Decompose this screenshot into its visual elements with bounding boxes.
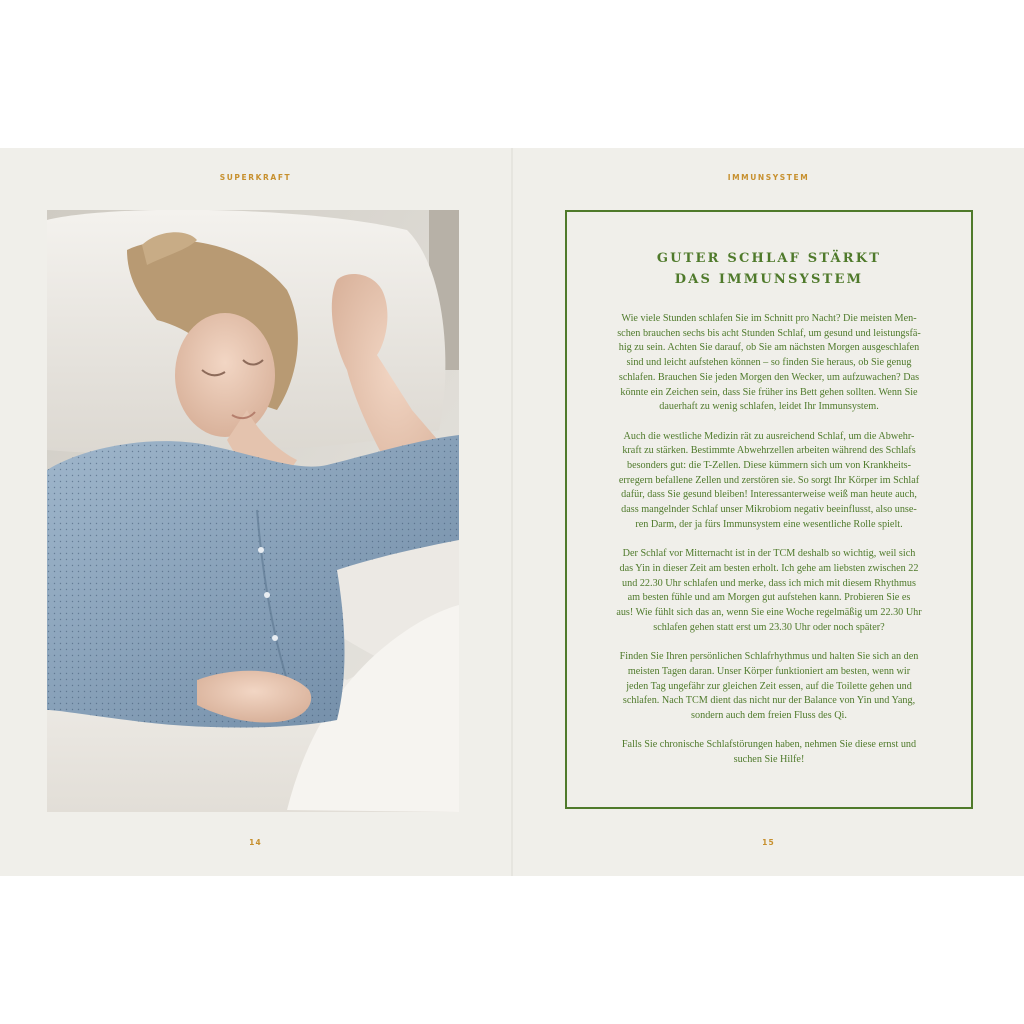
text-line: suchen Sie Hilfe! [733,754,805,766]
running-head-left: SUPERKRAFT [219,173,292,182]
text-line: dauerhaft zu wenig schlafen, leidet Ihr Immunsystem. [659,401,879,413]
sleeping-woman-photo [47,210,459,812]
text-line: aus! Wie fühlt sich das an, wenn Sie eine Woche regelmäßig um 22.30 Uhr [616,607,922,619]
paragraph-5 [595,738,943,767]
book-spread [0,148,1024,876]
text-line: schlafen. Brauchen Sie jeden Morgen den Wecker, um aufzuwachen? Das [618,371,920,383]
page-number-right: 15 [762,838,775,847]
right-page [513,148,1024,876]
text-line: besonders gut: die T-Zellen. Diese kümmern sich um von Krankheits- [626,460,912,472]
text-line: sind und leicht aufstehen können – so finden Sie heraus, ob Sie genug [626,357,912,369]
text-line: erregern befallene Zellen und zerstören sie. So sorgt Ihr Körper im Schlaf [618,474,920,486]
page-number-left: 14 [249,838,262,847]
paragraph-2 [595,430,943,533]
paragraph-3 [595,547,943,635]
text-line: sondern auch dem freien Fluss des Qi. [691,709,847,721]
article-frame [565,210,973,809]
article-body [595,312,943,768]
text-line: könnte ein Zeichen sein, dass Sie früher ins Bett gehen sollten. Wenn Sie [620,386,918,398]
text-line: Finden Sie Ihren persönlichen Schlafrhythmus und halten Sie sich an den [619,651,919,663]
left-page [0,148,511,876]
text-line: hig zu sein. Achten Sie darauf, ob Sie am nächsten Morgen ausgeschlafen [618,342,920,354]
text-line: dafür, dass Sie gesund bleiben! Interessanterweise weiß man heute auch, [621,489,917,501]
text-line: Auch die westliche Medizin rät zu ausreichend Schlaf, um die Abwehr- [623,430,915,442]
title-line: GUTER SCHLAF STÄRKT [656,251,882,266]
text-line: schlafen. Nach TCM dient das nicht nur der Balance von Yin und Yang, [622,695,916,707]
text-line: schen brauchen sechs bis acht Stunden Schlaf, um gesund und leistungsfä- [617,327,921,339]
text-line: Falls Sie chronische Schlafstörungen haben, nehmen Sie diese ernst und [621,739,917,751]
paragraph-4 [595,650,943,724]
text-line: schlafen gehen statt erst um 23.30 Uhr oder noch später? [653,621,885,633]
text-line: das Yin in dieser Zeit am besten erholt. Ich gehe am liebsten zwischen 22 [619,562,919,574]
paragraph-1 [595,312,943,415]
text-line: jeden Tag ungefähr zur gleichen Zeit essen, auf die Toilette gehen und [626,680,912,692]
text-line: Der Schlaf vor Mitternacht ist in der TCM deshalb so wichtig, weil sich [622,548,916,560]
text-line: Wie viele Stunden schlafen Sie im Schnitt pro Nacht? Die meisten Men- [621,313,917,324]
text-line: dass mangelnder Schlaf unser Mikrobiom negativ beeinflusst, also unse- [621,504,917,516]
article-title [567,248,971,290]
text-line: meisten Tagen daran. Unser Körper funktioniert am besten, wenn wir [627,665,911,677]
text-line: ren Darm, der ja fürs Immunsystem eine wesentliche Rolle spielt. [635,518,903,530]
text-line: am besten fühle und am Morgen gut aufstehen kann. Probieren Sie es [627,592,911,604]
title-line: DAS IMMUNSYSTEM [674,272,864,287]
text-line: und 22.30 Uhr schlafen und merke, dass ich mich mit diesem Rhythmus [622,577,916,589]
text-line: kraft zu stärken. Bestimmte Abwehrzellen arbeiten während des Schlafs [622,445,916,457]
running-head-right: IMMUNSYSTEM [727,173,810,182]
